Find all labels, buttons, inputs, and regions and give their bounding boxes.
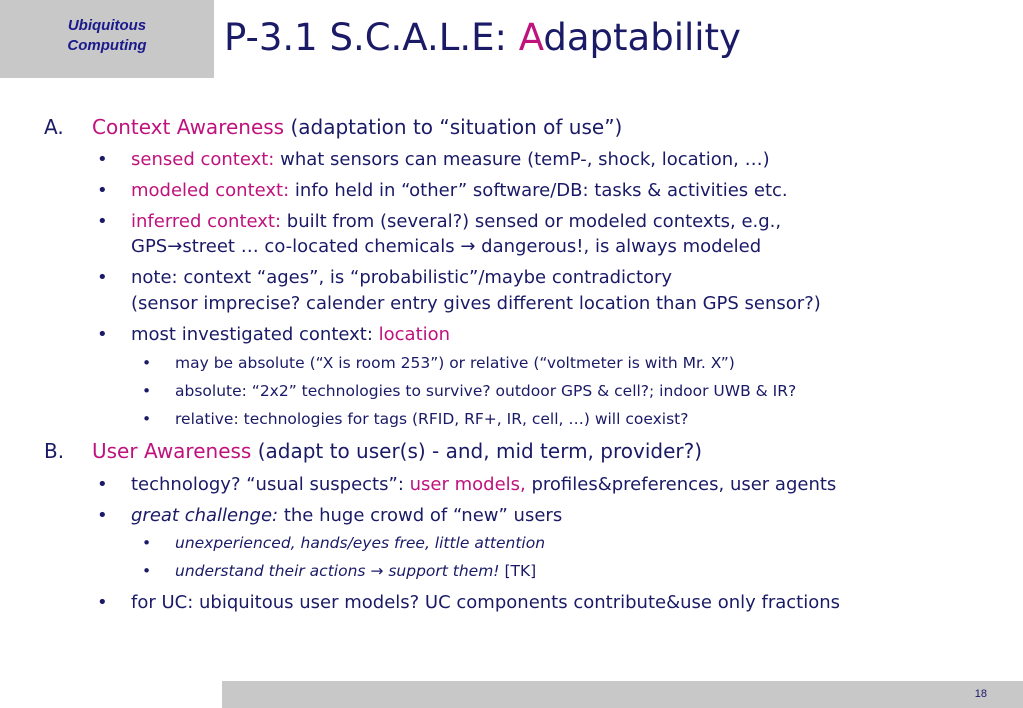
text-profiles: profiles&preferences, user agents: [525, 474, 837, 495]
footer-bar: [222, 681, 1023, 708]
list-item-most-investigated: [131, 324, 450, 345]
section-a-marker: A.: [44, 115, 64, 139]
logo-line2: Computing: [67, 37, 147, 54]
bullet: •: [142, 382, 152, 400]
bullet: •: [142, 534, 152, 552]
page-number: 18: [974, 688, 987, 700]
arrow-icon: →: [370, 562, 384, 580]
list-item-inferred: [131, 211, 781, 232]
section-a-head: Context Awareness: [92, 115, 285, 139]
text-huge-crowd: the huge crowd of “new” users: [278, 505, 563, 526]
term-sensed: sensed context:: [131, 149, 275, 170]
text-most: most investigated context:: [131, 324, 379, 345]
section-a-rest: (adaptation to “situation of use”): [284, 115, 623, 139]
text-technology: technology? “usual suspects”:: [131, 474, 410, 495]
text-sensed: what sensors can measure (temP-, shock, location, …): [274, 149, 770, 170]
sub-item-understand: [175, 562, 536, 580]
bullet: •: [142, 562, 152, 580]
text-gps: GPS: [131, 236, 168, 257]
term-modeled: modeled context:: [131, 180, 290, 201]
text-understand: understand their actions: [175, 562, 371, 580]
sub-item-unexperienced: unexperienced, hands/eyes free, little attention: [175, 534, 546, 552]
list-item-modeled: [131, 180, 788, 201]
text-tk: [TK]: [499, 562, 537, 580]
bullet: •: [142, 410, 152, 428]
sub-item-absolute-relative: may be absolute (“X is room 253”) or relative (“voltmeter is with Mr. X”): [175, 354, 735, 372]
title-suffix: daptability: [543, 16, 741, 59]
text-inferred: built from (several?) sensed or modeled contexts, e.g.,: [281, 211, 782, 232]
bullet: •: [97, 267, 108, 288]
list-item-inferred-line2: [131, 236, 761, 257]
bullet: •: [97, 211, 108, 232]
list-item-sensed: [131, 149, 770, 170]
text-location: location: [378, 324, 451, 345]
bullet: •: [97, 474, 108, 495]
title-accent: A: [518, 16, 544, 59]
text-dangerous: dangerous!, is always modeled: [475, 236, 762, 257]
bullet: •: [97, 180, 108, 201]
logo-line1: Ubiquitous: [67, 17, 147, 34]
title-prefix: P-3.1 S.C.A.L.E:: [224, 16, 519, 59]
list-item-technology: [131, 474, 836, 495]
sub-item-absolute: absolute: “2x2” technologies to survive? outdoor GPS & cell?; indoor UWB & IR?: [175, 382, 797, 400]
logo-box: [0, 0, 214, 78]
sub-item-relative: relative: technologies for tags (RFID, RF+, IR, cell, …) will coexist?: [175, 410, 689, 428]
arrow-icon: →: [167, 236, 183, 257]
list-item-for-uc: for UC: ubiquitous user models? UC components contribute&use only fractions: [131, 592, 841, 613]
section-a-heading: [92, 115, 622, 139]
section-b-heading: [92, 439, 702, 463]
bullet: •: [97, 592, 108, 613]
section-b-rest: (adapt to user(s) - and, mid term, provider?): [251, 439, 703, 463]
text-modeled: info held in “other” software/DB: tasks & activities etc.: [289, 180, 788, 201]
slide-title: [224, 16, 741, 59]
text-user-models: user models,: [409, 474, 526, 495]
term-inferred: inferred context:: [131, 211, 282, 232]
bullet: •: [97, 149, 108, 170]
list-item-note-line2: (sensor imprecise? calender entry gives different location than GPS sensor?): [131, 293, 821, 314]
bullet: •: [97, 324, 108, 345]
section-b-marker: B.: [44, 439, 65, 463]
list-item-great-challenge: [131, 505, 562, 526]
text-great-challenge: great challenge:: [131, 505, 279, 526]
bullet: •: [142, 354, 152, 372]
section-b-head: User Awareness: [92, 439, 252, 463]
bullet: •: [97, 505, 108, 526]
text-support: support them!: [383, 562, 500, 580]
arrow-icon: →: [460, 236, 476, 257]
list-item-note: note: context “ages”, is “probabilistic”/maybe contradictory: [131, 267, 673, 288]
text-street: street … co-located chemicals: [182, 236, 461, 257]
